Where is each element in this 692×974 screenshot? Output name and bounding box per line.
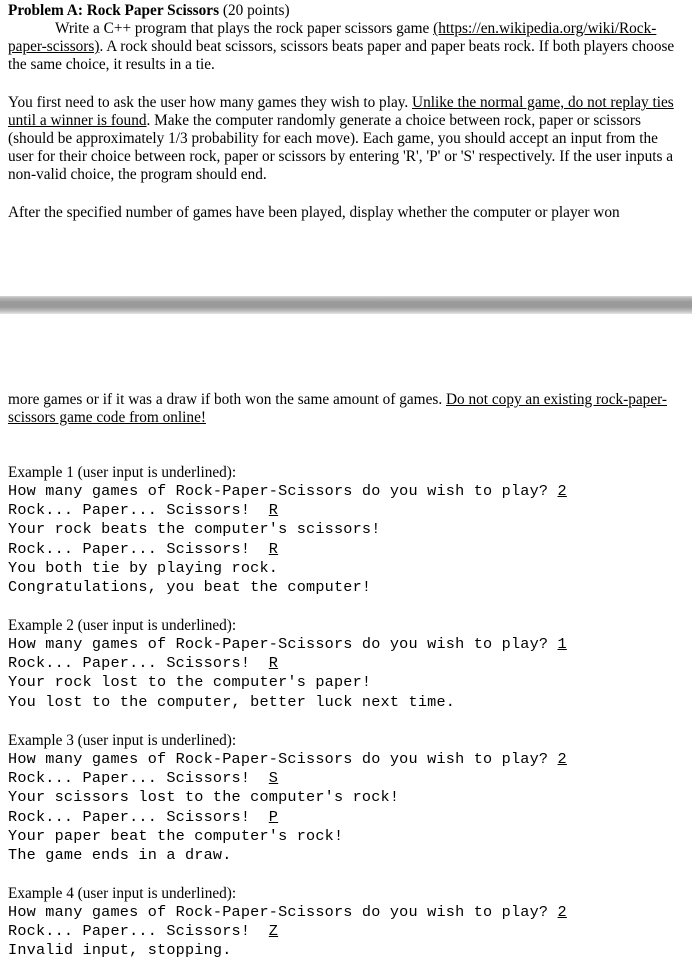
user-input: R xyxy=(268,539,279,558)
console-line: Rock... Paper... Scissors! R xyxy=(8,501,279,520)
result-text-after-break: more games or if it was a draw if both won the same amount of games. xyxy=(8,391,446,408)
problem-title-line xyxy=(8,2,684,20)
console-line: How many games of Rock-Paper-Scissors do you wish to play? 1 xyxy=(8,635,567,653)
example-1 xyxy=(8,463,684,597)
example-3 xyxy=(8,731,684,865)
user-input: 2 xyxy=(557,482,567,500)
console-line: Rock... Paper... Scissors! Z xyxy=(8,922,279,941)
instructions-text-1: You first need to ask the user how many games they wish to play. xyxy=(8,94,413,111)
example-heading: Example 3 (user input is underlined): xyxy=(8,732,237,749)
problem-intro xyxy=(8,2,684,74)
console-line: Rock... Paper... Scissors! P xyxy=(8,807,279,826)
wikipedia-link[interactable]: (https://en.wikipedia.org/wiki/Rock-paper-scissors) xyxy=(8,20,657,55)
user-input: 1 xyxy=(557,635,567,653)
example-heading: Example 4 (user input is underlined): xyxy=(8,885,237,902)
console-line: Rock... Paper... Scissors! S xyxy=(8,769,279,788)
console-line: How many games of Rock-Paper-Scissors do you wish to play? 2 xyxy=(8,482,567,500)
console-line: You lost to the computer, better luck next time. xyxy=(8,692,456,711)
console-line: Rock... Paper... Scissors! R xyxy=(8,654,279,673)
example-3-output xyxy=(8,750,684,865)
user-input: 2 xyxy=(557,903,567,921)
result-paragraph-continued xyxy=(8,391,684,427)
user-input: 2 xyxy=(557,750,567,768)
user-input: R xyxy=(268,654,279,673)
intro-text-2: . A rock should beat scissors, scissors beats paper and paper beats rock. If both players choose the same choice, it results in a tie. xyxy=(8,38,675,73)
console-line: Your rock lost to the computer's paper! xyxy=(8,673,372,692)
no-copy-warning: Do not copy an existing rock-paper-scissors game code from online! xyxy=(8,391,667,426)
intro-text-1: Write a C++ program that plays the rock paper scissors game xyxy=(55,20,430,37)
problem-points: (20 points) xyxy=(222,2,290,19)
result-text-before-break: After the specified number of games have been played, display whether the computer or player won xyxy=(8,204,620,221)
example-4-output xyxy=(8,903,684,961)
console-line: Your paper beat the computer's rock! xyxy=(8,826,344,845)
console-line: How many games of Rock-Paper-Scissors do you wish to play? 2 xyxy=(8,750,567,768)
result-paragraph-start xyxy=(8,204,684,222)
console-line: Invalid input, stopping. xyxy=(8,941,232,960)
console-line: How many games of Rock-Paper-Scissors do you wish to play? 2 xyxy=(8,903,567,921)
example-2-output xyxy=(8,635,684,712)
example-1-output xyxy=(8,482,684,597)
console-line: The game ends in a draw. xyxy=(8,846,232,865)
example-4 xyxy=(8,884,684,961)
example-heading: Example 1 (user input is underlined): xyxy=(8,464,237,481)
example-2 xyxy=(8,616,684,712)
page-break-divider xyxy=(0,296,692,314)
example-heading: Example 2 (user input is underlined): xyxy=(8,617,237,634)
console-line: Congratulations, you beat the computer! xyxy=(8,578,372,597)
user-input: R xyxy=(268,501,279,520)
instructions-underlined: Unlike the normal game, do not replay ties until a winner is found xyxy=(8,94,674,129)
instructions-text-2: . Make the computer randomly generate a choice between rock, paper or scissors (should be approximately 1/3 probability for each move). Each game, you should accept an input from the user for their choice between rock, paper or scissors by entering 'R', 'P' or 'S' respectively. If the user inputs a non-valid choice, the program should end. xyxy=(8,112,674,183)
console-line: Your rock beats the computer's scissors! xyxy=(8,520,381,539)
user-input: P xyxy=(268,807,279,826)
user-input: S xyxy=(268,769,279,788)
console-line: Rock... Paper... Scissors! R xyxy=(8,539,279,558)
console-line: Your scissors lost to the computer's rock! xyxy=(8,788,400,807)
user-input: Z xyxy=(268,922,279,941)
problem-title: Problem A: Rock Paper Scissors xyxy=(8,2,220,19)
console-line: You both tie by playing rock. xyxy=(8,558,279,577)
intro-paragraph xyxy=(8,20,684,74)
instructions-paragraph xyxy=(8,94,684,184)
